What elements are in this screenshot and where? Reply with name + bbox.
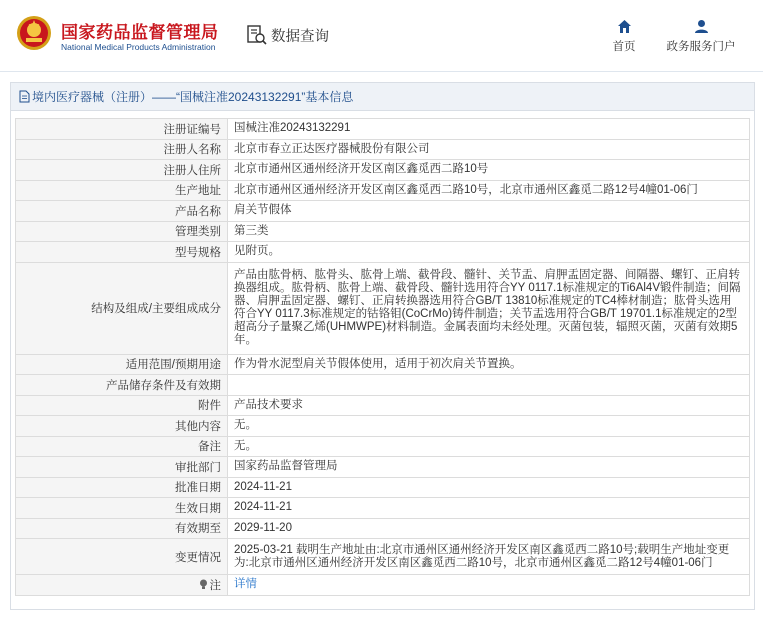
field-value: 2024-11-21	[228, 477, 750, 498]
emblem-icon	[16, 14, 52, 52]
field-key: 产品储存条件及有效期	[16, 375, 228, 396]
table-row	[16, 477, 750, 498]
bulb-icon	[199, 579, 208, 590]
table-row	[16, 119, 750, 140]
field-key: 其他内容	[16, 416, 228, 437]
field-value: 北京市通州区通州经济开发区南区鑫觅西二路10号，北京市通州区鑫觅二路12号4幢01-06门	[228, 180, 750, 201]
field-value: 北京市春立正达医疗器械股份有限公司	[228, 139, 750, 160]
field-value: 第三类	[228, 221, 750, 242]
note-key	[199, 577, 222, 593]
field-value: 产品技术要求	[228, 395, 750, 416]
field-value	[228, 375, 750, 396]
field-key: 结构及组成/主要组成成分	[16, 262, 228, 354]
table-row	[16, 518, 750, 539]
table-row	[16, 539, 750, 575]
field-key: 注册人住所	[16, 160, 228, 181]
field-value: 无。	[228, 436, 750, 457]
field-key: 适用范围/预期用途	[16, 354, 228, 375]
nav-home-label: 首页	[612, 41, 636, 53]
table-row	[16, 457, 750, 478]
table-row	[16, 180, 750, 201]
table-row	[16, 436, 750, 457]
detail-panel	[10, 82, 755, 610]
table-row	[16, 201, 750, 222]
table-row	[16, 395, 750, 416]
note-value-cell	[228, 575, 750, 596]
field-key: 注册人名称	[16, 139, 228, 160]
field-key: 型号规格	[16, 242, 228, 263]
field-value: 无。	[228, 416, 750, 437]
field-value: 2024-11-21	[228, 498, 750, 519]
field-value: 肩关节假体	[228, 201, 750, 222]
data-search-icon	[246, 24, 268, 46]
nav-service-portal[interactable]	[661, 19, 741, 55]
field-key: 审批部门	[16, 457, 228, 478]
field-value: 国械注准20243132291	[228, 119, 750, 140]
table-row	[16, 242, 750, 263]
user-icon	[694, 19, 709, 34]
field-key: 批准日期	[16, 477, 228, 498]
breadcrumb	[11, 83, 754, 111]
field-key: 生效日期	[16, 498, 228, 519]
breadcrumb-text: 境内医疗器械（注册）——“国械注准20243132291”基本信息	[32, 90, 354, 104]
logo-title-en[interactable]: National Medical Products Administration	[61, 42, 216, 52]
table-row	[16, 416, 750, 437]
field-value: 北京市通州区通州经济开发区南区鑫觅西二路10号	[228, 160, 750, 181]
field-value: 见附页。	[228, 242, 750, 263]
field-key: 变更情况	[16, 539, 228, 575]
field-value: 国家药品监督管理局	[228, 457, 750, 478]
field-key: 生产地址	[16, 180, 228, 201]
home-icon	[617, 19, 632, 34]
field-key: 注册证编号	[16, 119, 228, 140]
table-row	[16, 139, 750, 160]
table-row	[16, 262, 750, 354]
field-key: 有效期至	[16, 518, 228, 539]
nav-home[interactable]	[607, 19, 641, 55]
logo-title-cn[interactable]: 国家药品监督管理局	[61, 23, 219, 42]
field-value: 2029-11-20	[228, 518, 750, 539]
field-key: 管理类别	[16, 221, 228, 242]
table-row	[16, 498, 750, 519]
site-header	[0, 0, 763, 72]
table-row	[16, 221, 750, 242]
note-key-cell	[16, 575, 228, 596]
data-query-label: 数据查询	[271, 28, 329, 45]
field-key: 产品名称	[16, 201, 228, 222]
table-row	[16, 160, 750, 181]
field-value: 2025-03-21 载明生产地址由:北京市通州区通州经济开发区南区鑫觅西二路10号;载明生产地址变更为:北京市通州区通州经济开发区南区鑫觅西二路10号，北京市通州区鑫觅二路12号4幢01-06门	[228, 539, 750, 575]
nav-service-label: 政务服务门户	[666, 41, 736, 53]
field-key: 备注	[16, 436, 228, 457]
table-row	[16, 354, 750, 375]
field-value: 产品由肱骨柄、肱骨头、肱骨上端、截骨段、髓针、关节盂、肩胛盂固定器、间隔器、螺钉、正肩转换器组成。肱骨柄、肱骨上端、截骨段、髓针选用符合YY 0117.1标准规定的Ti6Al4V锻件制造；间隔器、肩胛盂固定器、螺钉、正肩转换器选用符合GB/T 13810标准规定的TC4棒材制造；肱骨头选用符合YY 0117.3标准规定的钴铬钼(CoCrMo)铸件制造；关节盂选用符合GB/T 19701.1标准规定的2型超高分子量聚乙烯(UHMWPE)材料制造。金属表面均未经处理。灭菌包装，辐照灭菌，灭菌有效期5年。	[228, 262, 750, 354]
field-key: 附件	[16, 395, 228, 416]
table-row	[16, 575, 750, 596]
document-icon	[19, 90, 30, 103]
note-label: 注	[209, 579, 221, 592]
field-value: 作为骨水泥型肩关节假体使用，适用于初次肩关节置换。	[228, 354, 750, 375]
data-query-link[interactable]	[246, 24, 329, 46]
details-link[interactable]: 详情	[234, 578, 257, 591]
table-row	[16, 375, 750, 396]
registration-info-table	[15, 118, 750, 596]
